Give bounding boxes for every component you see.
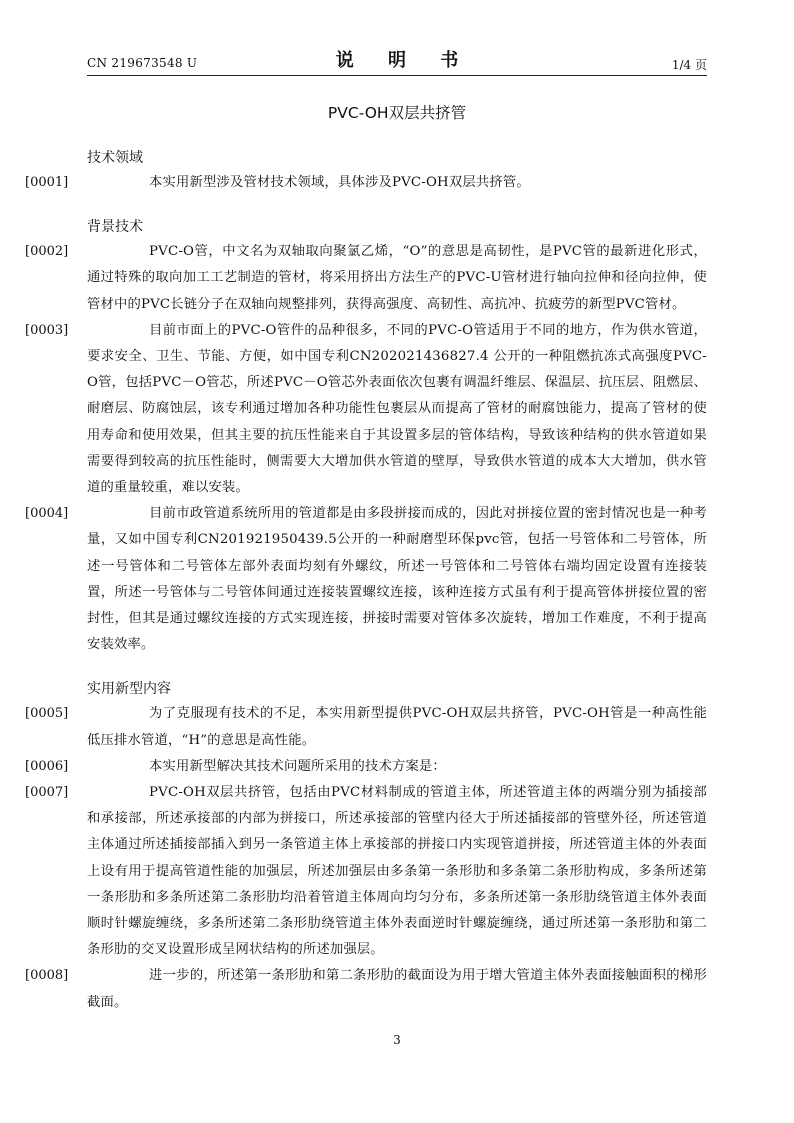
paragraph-0005 (25, 701, 707, 753)
paragraph-number: [0001] (25, 175, 69, 190)
paragraph-text: 目前市政管道系统所用的管道都是由多段拼接而成的，因此对拼接位置的密封情况也是一种考量，又如中国专利CN201921950439.5公开的一种耐磨型环保pvc管，包括一号管体和二号管体，所述一号管体和二号管体左部外表面均刻有外螺纹，所述一号管体和二号管体右端均固定设置有连接装置，所述一号管体与二号管体间通过连接装置螺纹连接，该种连接方式虽有利于提高管体拼接位置的密封性，但其是通过螺纹连接的方式实现连接，拼接时需要对管体多次旋转，增加工作难度，不利于提高安装效率。 (87, 506, 707, 653)
section-heading-background: 背景技术 (87, 219, 143, 236)
page-info: 1/4 页 (671, 58, 707, 72)
paragraph-text: 本实用新型解决其技术问题所采用的技术方案是： (149, 758, 446, 774)
paragraph-0006 (25, 754, 707, 780)
paragraph-0007 (25, 780, 707, 963)
paragraph-number: [0008] (25, 968, 69, 984)
paragraph-text: 进一步的，所述第一条形肋和第二条形肋的截面设为用于增大管道主体外表面接触面积的梯形截面。 (87, 968, 707, 1010)
section-heading-utility-model-content: 实用新型内容 (87, 681, 171, 698)
document-body (25, 147, 707, 1016)
paragraph-number: [0003] (25, 322, 69, 338)
paragraph-text: PVC-OH双层共挤管，包括由PVC材料制成的管道主体，所述管道主体的两端分别为插接部和承接部，所述承接部的内部为拼接口，所述承接部的管壁内径大于所述插接部的管壁外径，所述管道主体通过所述插接部插入到另一条管道主体上承接部的拼接口内实现管道拼接，所述管道主体的外表面上设有用于提高管道性能的加强层，所述加强层由多条第一条形肋和多条第二条形肋构成，多条所述第一条形肋和多条所述第二条形肋均沿着管道主体周向均匀分布，多条所述第一条形肋绕管道主体外表面顺时针螺旋缠绕，多条所述第二条形肋绕管道主体外表面逆时针螺旋缠绕，通过所述第一条形肋和第二条形肋的交叉设置形成呈网状结构的所述加强层。 (87, 785, 707, 958)
paragraph-number: [0006] (25, 758, 69, 774)
paragraph-0008 (25, 963, 707, 1015)
doc-type-title: 说 明 书 (335, 50, 473, 71)
header-rule (87, 75, 707, 76)
page-number: 3 (393, 1033, 401, 1047)
page-header (87, 46, 707, 76)
paragraph-number: [0007] (25, 785, 69, 801)
paragraph-text: 为了克服现有技术的不足，本实用新型提供PVC-OH双层共挤管，PVC-OH管是一种高性能低压排水管道，“H”的意思是高性能。 (87, 706, 707, 748)
doc-number: CN 219673548 U (87, 56, 198, 70)
paragraph-0004 (25, 501, 707, 658)
paragraph-number: [0005] (25, 706, 69, 722)
paragraph-number: [0004] (25, 506, 69, 522)
paragraph-0003 (25, 318, 707, 501)
paragraph-0001 (25, 170, 707, 196)
paragraph-0002 (25, 239, 707, 318)
paragraph-text: PVC-O管，中文名为双轴取向聚氯乙烯，“O”的意思是高韧性，是PVC管的最新进化形式，通过特殊的取向加工工艺制造的管材，将采用挤出方法生产的PVC-U管材进行轴向拉伸和径向拉伸，使管材中的PVC长链分子在双轴向规整排列，获得高强度、高韧性、高抗冲、抗疲劳的新型PVC管材。 (87, 244, 707, 312)
document-title: PVC-OH双层共挤管 (327, 104, 467, 122)
paragraph-number: [0002] (25, 244, 69, 260)
paragraph-text: 本实用新型涉及管材技术领域，具体涉及PVC-OH双层共挤管。 (149, 175, 530, 190)
section-heading-technical-field: 技术领域 (87, 150, 143, 166)
paragraph-text: 目前市面上的PVC-O管件的品种很多，不同的PVC-O管适用于不同的地方，作为供水管道，要求安全、卫生、节能、方便，如中国专利CN202021436827.4 公开的一种阻燃抗冻式高强度PVC-O管，包括PVC－O管芯，所述PVC－O管芯外表面依次包裹有调温纤维层、保温层、抗压层、阻燃层、耐磨层、防腐蚀层，该专利通过增加各种功能性包裹层从而提高了管材的耐腐蚀能力，提高了管材的使用寿命和使用效果，但其主要的抗压性能来自于其设置多层的管体结构，导致该种结构的供水管道如果需要得到较高的抗压性能时，侧需要大大增加供水管道的壁厚，导致供水管道的成本大大增加，供水管道的重量较重，难以安装。 (87, 322, 707, 496)
